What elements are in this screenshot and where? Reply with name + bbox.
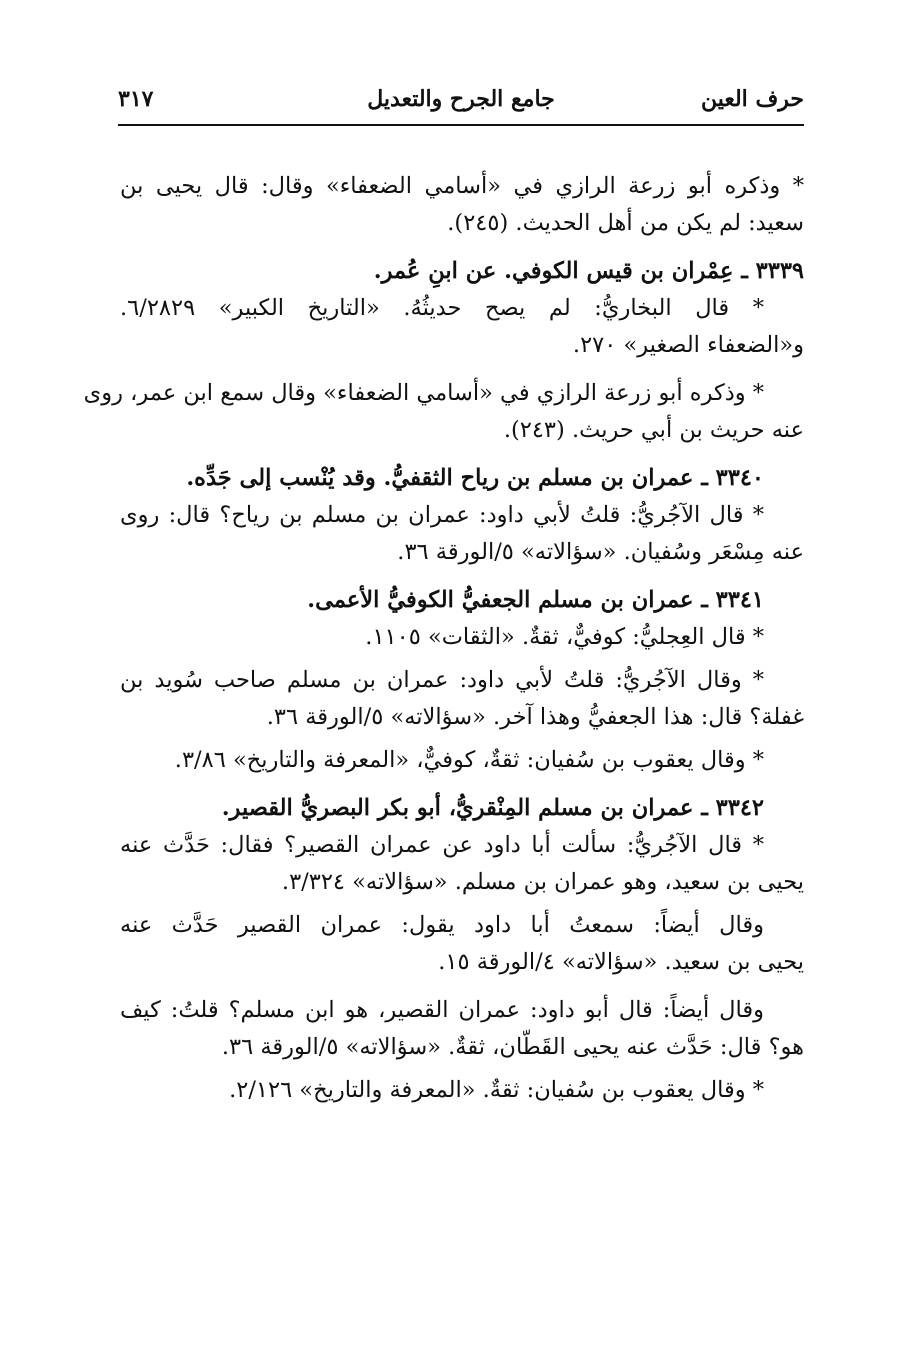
- text-line: * وقال يعقوب بن سُفيان: ثقةٌ. «المعرفة والتاريخ» ٢/١٢٦.: [229, 1077, 764, 1103]
- entry-heading: ٣٣٤٢ ـ عمران بن مسلم المِنْقريُّ، أبو بكر البصريُّ القصير.: [221, 795, 764, 821]
- text-line: * قال الآجُريُّ: قلتُ لأبي داود: عمران بن مسلم بن رياح؟ قال: روى: [120, 502, 764, 528]
- text-line: و«الضعفاء الصغير» ٢٧٠.: [572, 332, 804, 358]
- text-line: يحيى بن سعيد، وهو عمران بن مسلم. «سؤالاته» ٣/٣٢٤.: [281, 869, 804, 895]
- text-line: * وقال يعقوب بن سُفيان: ثقةٌ، كوفيٌّ، «المعرفة والتاريخ» ٣/٨٦.: [174, 747, 764, 773]
- text-line: غفلة؟ قال: هذا الجعفيُّ وهذا آخر. «سؤالاته» ٥/الورقة ٣٦.: [266, 704, 804, 730]
- chapter-title: حرف العين: [700, 86, 804, 112]
- text-line: * قال الآجُريُّ: سألت أبا داود عن عمران القصير؟ فقال: حَدَّث عنه: [120, 832, 764, 858]
- text-line: عنه حريث بن أبي حريث. (٢٤٣).: [503, 417, 804, 443]
- header-rule: [118, 124, 804, 126]
- entry-heading: ٣٣٣٩ ـ عِمْران بن قيس الكوفي. عن ابنِ عُمر.: [373, 258, 804, 284]
- entry-heading: ٣٣٤١ ـ عمران بن مسلم الجعفيُّ الكوفيُّ الأعمى.: [307, 587, 764, 613]
- text-line: هو؟ قال: حَدَّث عنه يحيى القَطّان، ثقةٌ. «سؤالاته» ٥/الورقة ٣٦.: [221, 1034, 804, 1060]
- text-line: * قال البخاريُّ: لم يصح حديثُهُ. «التاريخ الكبير» ٦/٢٨٢٩.: [120, 295, 764, 321]
- text-line: يحيى بن سعيد. «سؤالاته» ٤/الورقة ١٥.: [438, 949, 804, 975]
- text-line: * وذكره أبو زرعة الرازي في «أسامي الضعفاء» وقال سمع ابن عمر، روى: [83, 380, 764, 406]
- running-header: [118, 86, 804, 122]
- text-line: * قال العِجليُّ: كوفيٌّ، ثقةٌ. «الثقات» ١١٠٥.: [365, 624, 764, 650]
- text-line: وقال أيضاً: قال أبو داود: عمران القصير، هو ابن مسلم؟ قلتُ: كيف: [120, 997, 764, 1023]
- page-body: [83, 168, 804, 1109]
- text-line: سعيد: لم يكن من أهل الحديث. (٢٤٥).: [447, 210, 804, 236]
- entry-heading: ٣٣٤٠ ـ عمران بن مسلم بن رياح الثقفيُّ. وقد يُنْسب إلى جَدِّه.: [186, 465, 764, 491]
- book-title: جامع الجرح والتعديل: [367, 86, 555, 112]
- text-line: * وذكره أبو زرعة الرازي في «أسامي الضعفاء» وقال: قال يحيى بن: [120, 173, 804, 199]
- text-line: * وقال الآجُريُّ: قلتُ لأبي داود: عمران بن مسلم صاحب سُويد بن: [120, 667, 764, 693]
- text-line: عنه مِسْعَر وسُفيان. «سؤالاته» ٥/الورقة ٣٦.: [397, 539, 804, 565]
- text-line: وقال أيضاً: سمعتُ أبا داود يقول: عمران القصير حَدَّث عنه: [120, 912, 764, 938]
- page-number: ٣١٧: [118, 86, 154, 112]
